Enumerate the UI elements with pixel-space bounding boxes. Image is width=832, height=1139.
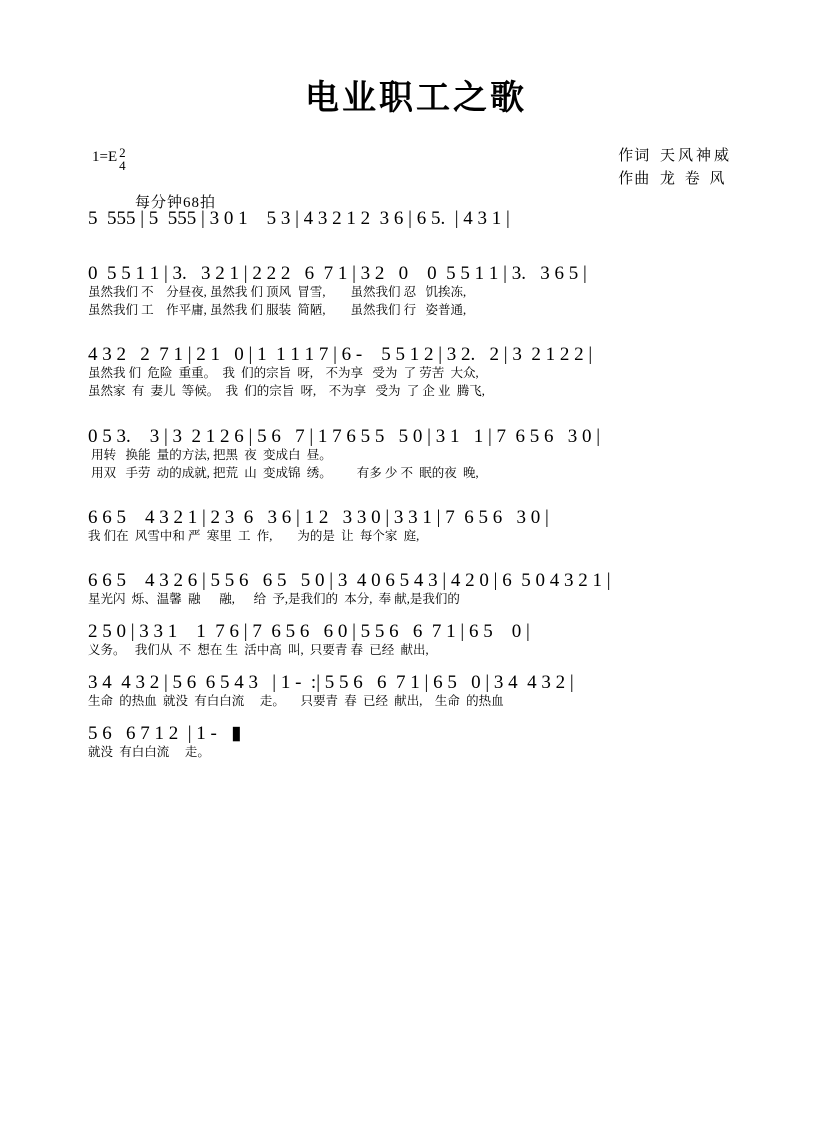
- lyric-line-5: 我 们在 风雪中和 严 寒里 工 作, 为的是 让 每个家 庭,: [88, 528, 420, 543]
- lyric-line-6: 星光闪 烁、温馨 融 融, 给 予,是我们的 本分, 奉 献,是我们的: [88, 591, 460, 606]
- music-system-7: [0, 622, 832, 659]
- music-system-8: [0, 673, 832, 710]
- time-signature: [119, 146, 126, 172]
- notation-line-1: 5 555 | 5 555 | 3 0 1 5 3 | 4 3 2 1 2 3 6 | 6 5. | 4 3 1 |: [88, 208, 510, 229]
- time-signature-denominator: 4: [119, 158, 126, 173]
- key-signature: 1=E: [92, 149, 118, 165]
- key-and-time-signature: [92, 145, 126, 175]
- credit-lyricist-label: 作词: [618, 148, 651, 164]
- music-system-5: [0, 508, 832, 545]
- notation-line-3: 4 3 2 2 7 1 | 2 1 0 | 1 1 1 1 7 | 6 - 5 5 1 2 | 3 2. 2 | 3 2 1 2 2 |: [88, 344, 593, 366]
- music-system-4: [0, 427, 832, 482]
- credits-block: [618, 145, 732, 192]
- notation-line-2: 0 5 5 1 1 | 3. 3 2 1 | 2 2 2 6 7 1 | 3 2 0 0 5 5 1 1 | 3. 3 6 5 |: [88, 263, 587, 284]
- notation-line-6: 6 6 5 4 3 2 6 | 5 5 6 6 5 5 0 | 3 4 0 6 5 4 3 | 4 2 0 | 6 5 0 4 3 2 1 |: [88, 569, 611, 591]
- lyric-line-4b: 用双 手劳 动的成就, 把荒 山 变成锦 绣。 有多 少 不 眠的夜 晚,: [88, 465, 479, 480]
- credit-lyricist: [618, 145, 732, 168]
- sheet-music-page: [0, 70, 832, 1139]
- lyric-line-3b: 虽然家 有 妻儿 等候。 我 们的宗旨 呀, 不为享 受为 了 企 业 腾飞,: [88, 384, 485, 399]
- music-system-3: [0, 345, 832, 400]
- lyric-line-2b: 虽然我们 工 作平庸, 虽然我 们 服装 简陋, 虽然我们 行 姿普通,: [88, 303, 467, 318]
- credit-lyricist-name: 天风神威: [659, 148, 732, 164]
- lyric-line-3a: 虽然我 们 危险 重重。 我 们的宗旨 呀, 不为享 受为 了 劳苦 大众,: [88, 366, 479, 381]
- credit-composer: [618, 168, 732, 191]
- music-system-9: [0, 724, 832, 761]
- notation-line-7: 2 5 0 | 3 3 1 1 7 6 | 7 6 5 6 6 0 | 5 5 6 6 7 1 | 6 5 0 |: [88, 621, 530, 642]
- notation-line-4: 0 5 3. 3 | 3 2 1 2 6 | 5 6 7 | 1 7 6 5 5 5 0 | 3 1 1 | 7 6 5 6 3 0 |: [88, 425, 601, 447]
- notation-line-5: 6 6 5 4 3 2 1 | 2 3 6 3 6 | 1 2 3 3 0 | 3 3 1 | 7 6 5 6 3 0 |: [88, 506, 549, 528]
- notation-line-8: 3 4 4 3 2 | 5 6 6 5 4 3 | 1 - :| 5 5 6 6 7 1 | 6 5 0 | 3 4 4 3 2 |: [88, 672, 574, 694]
- lyric-line-9: 就没 有白白流 走。: [88, 745, 210, 760]
- lyric-line-4a: 用转 换能 量的方法, 把黑 夜 变成白 昼。: [88, 447, 332, 462]
- credit-composer-label: 作曲: [618, 171, 651, 188]
- time-signature-numerator: 2: [119, 145, 126, 160]
- page-title: 电业职工之歌: [305, 80, 527, 117]
- notation-line-9: 5 6 6 7 1 2 | 1 - ▮: [88, 723, 242, 745]
- tempo-marking: 每分钟68拍: [135, 195, 217, 211]
- music-system-6: [0, 571, 832, 608]
- lyric-line-2a: 虽然我们 不 分昼夜, 虽然我 们 顶风 冒雪, 虽然我们 忍 饥挨冻,: [88, 285, 467, 299]
- credit-composer-name: 龙 卷 风: [659, 171, 728, 188]
- score-metadata: [0, 145, 832, 211]
- lyric-line-7: 义务。 我们从 不 想在 生 活中高 叫, 只要青 春 已经 献出,: [88, 643, 429, 657]
- music-system-2: [0, 264, 832, 319]
- lyric-line-8: 生命 的热血 就没 有白白流 走。 只要青 春 已经 献出, 生命 的热血: [88, 694, 504, 709]
- music-system-1: [0, 209, 832, 228]
